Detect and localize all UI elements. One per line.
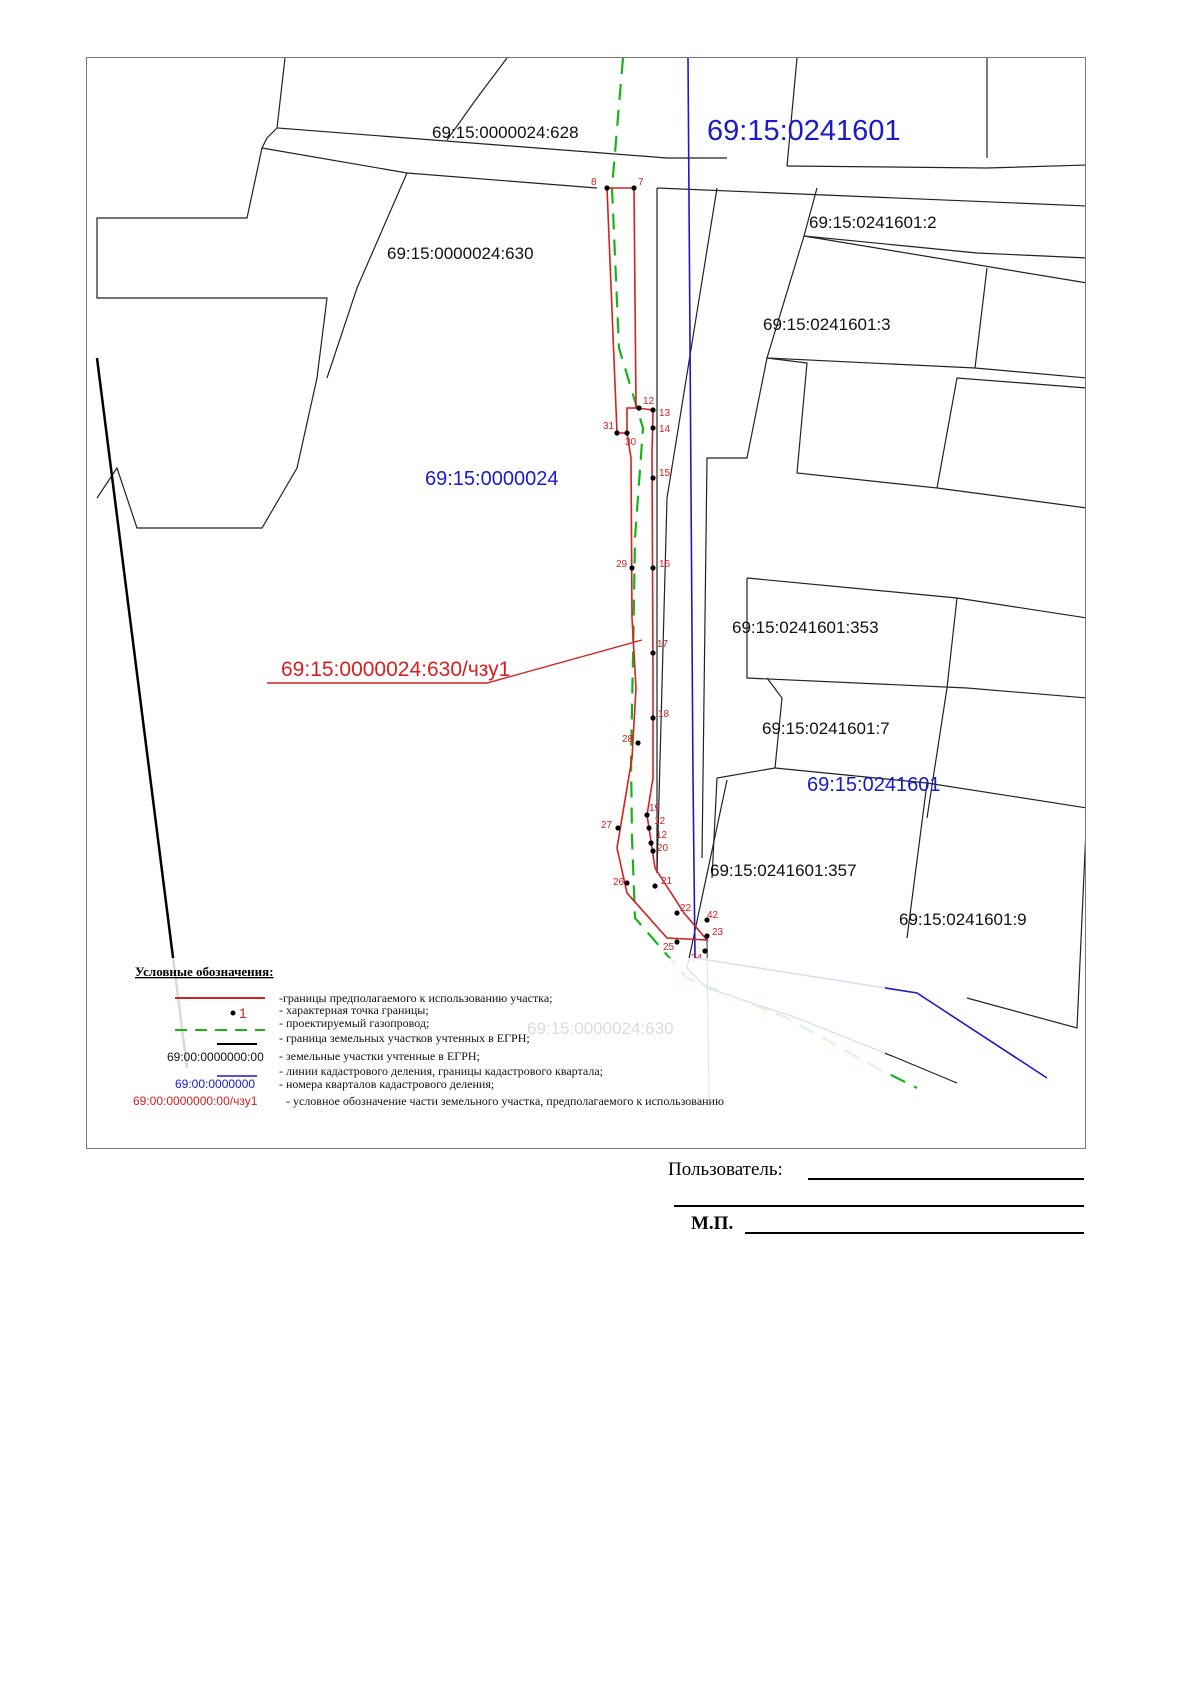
- boundary-point: [650, 565, 655, 570]
- boundary-point: [702, 948, 707, 953]
- boundary-point-number: 42: [707, 910, 719, 921]
- boundary-point-number: 16: [659, 559, 671, 570]
- user-signature-line[interactable]: [808, 1178, 1084, 1180]
- boundary-point: [624, 430, 629, 435]
- legend-symbol-point: [231, 1011, 236, 1016]
- boundary-point-number: 17: [657, 639, 669, 650]
- boundary-point: [646, 825, 651, 830]
- boundary-point-number: 22: [680, 903, 692, 914]
- boundary-point-number: 13: [659, 408, 671, 419]
- boundary-point: [648, 840, 653, 845]
- boundary-point-number: 21: [661, 876, 673, 887]
- parcel-boundaries: [97, 58, 1086, 1083]
- parcel-label-357: 69:15:0241601:357: [710, 861, 857, 880]
- boundary-point: [631, 185, 636, 190]
- legend-point-number: 1: [239, 1005, 247, 1021]
- boundary-point: [650, 848, 655, 853]
- boundary-point-number: 15: [659, 468, 671, 479]
- legend-sample-part: 69:00:0000000:00/чзу1: [133, 1094, 258, 1108]
- legend-title: Условные обозначения:: [135, 964, 274, 979]
- boundary-point-number: 8: [591, 177, 597, 188]
- boundary-point: [650, 650, 655, 655]
- boundary-point: [650, 475, 655, 480]
- legend-item-6: - линии кадастрового деления, границы кадастрового квартала;: [279, 1064, 603, 1078]
- boundary-point-number: 14: [659, 424, 671, 435]
- boundary-point-number: 12: [654, 816, 666, 827]
- boundary-point: [624, 880, 629, 885]
- quarter-label-0000024: 69:15:0000024: [425, 468, 559, 490]
- legend: [125, 958, 885, 1128]
- boundary-point-number: 26: [613, 877, 625, 888]
- boundary-point: [604, 185, 609, 190]
- legend-sample-quarter: 69:00:0000000: [175, 1077, 256, 1091]
- legend-item-4: - граница земельных участков учтенных в ЕГРН;: [279, 1031, 530, 1045]
- boundary-point-number: 28: [622, 734, 634, 745]
- parcel-label-2: 69:15:0241601:2: [809, 213, 937, 232]
- boundary-point-number: 27: [601, 820, 613, 831]
- legend-item-8: - условное обозначение части земельного участка, предполагаемого к использованию: [286, 1094, 724, 1108]
- boundary-point-number: 12: [643, 396, 655, 407]
- boundary-point: [674, 910, 679, 915]
- boundary-point-number: 7: [638, 177, 644, 188]
- boundary-point-number: 19: [649, 803, 661, 814]
- boundary-point-number: 23: [712, 927, 724, 938]
- cadastral-map: [86, 57, 1086, 1149]
- boundary-point-number: 31: [603, 421, 615, 432]
- boundary-point: [650, 407, 655, 412]
- boundary-point: [650, 715, 655, 720]
- boundary-point-number: 12: [656, 830, 668, 841]
- boundary-point-number: 30: [625, 437, 637, 448]
- legend-item-5: - земельные участки учтенные в ЕГРН;: [279, 1049, 480, 1063]
- parcel-label-628: 69:15:0000024:628: [432, 123, 579, 142]
- boundary-point-number: 29: [616, 559, 628, 570]
- user-label: Пользователь:: [668, 1159, 783, 1180]
- stamp-label: М.П.: [691, 1213, 734, 1234]
- extra-signature-line: [674, 1205, 1084, 1207]
- legend-item-7: - номера кварталов кадастрового деления;: [279, 1077, 495, 1091]
- legend-item-1: -границы предполагаемого к использованию участка;: [279, 991, 553, 1005]
- stamp-line[interactable]: [745, 1232, 1084, 1234]
- parcel-label-353: 69:15:0241601:353: [732, 618, 879, 637]
- parcel-label-3: 69:15:0241601:3: [763, 315, 891, 334]
- legend-item-3: - проектируемый газопровод;: [279, 1016, 430, 1030]
- legend-item-2: - характерная точка границы;: [279, 1003, 429, 1017]
- boundary-point-number: 25: [663, 942, 675, 953]
- boundary-point: [629, 565, 634, 570]
- boundary-point: [650, 425, 655, 430]
- boundary-point: [674, 939, 679, 944]
- part-boundary-line: [607, 188, 636, 433]
- boundary-point: [614, 430, 619, 435]
- boundary-point: [704, 933, 709, 938]
- quarter-label-0241601-top: 69:15:0241601: [707, 115, 901, 147]
- boundary-point: [652, 883, 657, 888]
- parcel-label-9: 69:15:0241601:9: [899, 910, 1027, 929]
- quarter-label-0241601-mid: 69:15:0241601: [807, 774, 941, 796]
- parcel-label-630: 69:15:0000024:630: [387, 244, 534, 263]
- part-label: 69:15:0000024:630/чзу1: [281, 658, 511, 681]
- boundary-point: [636, 405, 641, 410]
- boundary-point-number: 18: [658, 709, 670, 720]
- parcel-label-7: 69:15:0241601:7: [762, 719, 890, 738]
- boundary-point: [635, 740, 640, 745]
- legend-sample-parcel: 69:00:0000000:00: [167, 1050, 264, 1064]
- map-canvas: [87, 58, 1086, 1149]
- boundary-point-number: 20: [657, 843, 669, 854]
- boundary-point: [615, 825, 620, 830]
